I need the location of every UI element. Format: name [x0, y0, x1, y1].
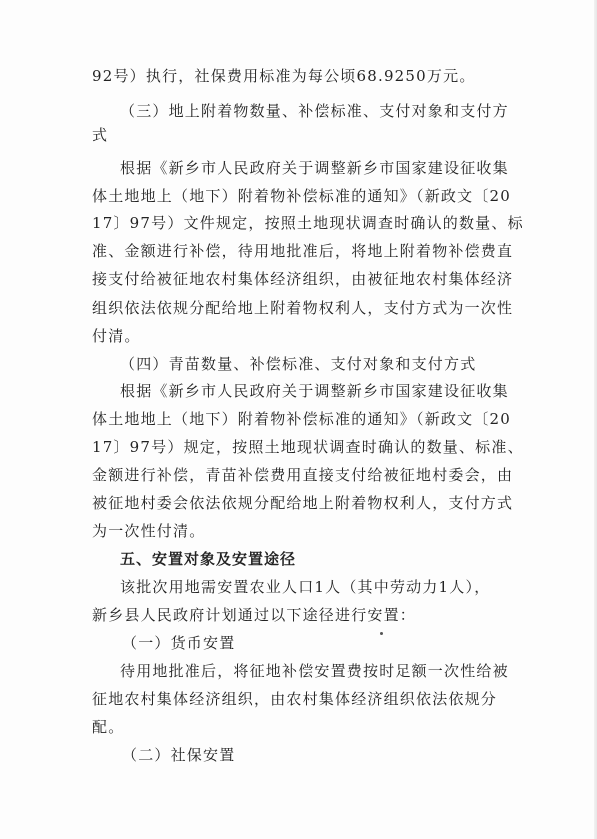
subsection-heading-monetary: （一）货币安置 — [122, 634, 236, 652]
paragraph-line: 被征地村委会依法依规分配给地上附着物权利人，支付方式 — [92, 494, 514, 512]
section-heading-attachments-cont: 式 — [92, 126, 109, 144]
paragraph-line: 17〕97号）文件规定，按照土地现状调查时确认的数量、标 — [92, 214, 524, 232]
paragraph-line: 17〕97号）规定，按照土地现状调查时确认的数量、标准、 — [92, 438, 524, 456]
section-heading-attachments: （三）地上附着物数量、补偿标准、支付对象和支付方 — [120, 102, 509, 120]
section-heading-resettlement: 五、安置对象及安置途径 — [120, 550, 297, 568]
paragraph-line: 准、金额进行补偿，待用地批准后，将地上附着物补偿费直 — [92, 242, 514, 260]
paragraph-line: 征地农村集体经济组织，由农村集体经济组织依法依规分 — [92, 690, 498, 708]
paragraph-line: 待用地批准后，将征地补偿安置费按时足额一次性给被 — [120, 662, 509, 680]
paragraph-line: 组织依法依规分配给地上附着物权利人，支付方式为一次性 — [92, 299, 514, 317]
paragraph-line: 金额进行补偿，青苗补偿费用直接支付给被征地村委会，由 — [92, 466, 514, 484]
paragraph-line: 该批次用地需安置农业人口1人（其中劳动力1人）， — [120, 578, 491, 596]
paragraph-line: 为一次性付清。 — [92, 522, 206, 540]
paragraph-line: 新乡县人民政府计划通过以下途径进行安置： — [92, 606, 417, 624]
paragraph-line: 根据《新乡市人民政府关于调整新乡市国家建设征收集 — [120, 159, 509, 177]
paragraph-line: 配。 — [92, 718, 125, 736]
paragraph-line: 体土地地上（地下）附着物补偿标准的通知》（新政文〔20 — [92, 410, 511, 428]
subsection-heading-social-security: （二）社保安置 — [122, 746, 236, 764]
paragraph-line: 接支付给被征地农村集体经济组织，由被征地农村集体经济 — [92, 270, 514, 288]
text-line-social-security-standard: 92号）执行，社保费用标准为每公顷68.9250万元。 — [92, 67, 476, 85]
scan-speck — [380, 632, 383, 635]
paragraph-line: 付清。 — [92, 327, 141, 345]
section-heading-crops: （四）青苗数量、补偿标准、支付对象和支付方式 — [120, 355, 477, 373]
paragraph-line: 体土地地上（地下）附着物补偿标准的通知》（新政文〔20 — [92, 187, 511, 205]
paragraph-line: 根据《新乡市人民政府关于调整新乡市国家建设征收集 — [120, 382, 509, 400]
